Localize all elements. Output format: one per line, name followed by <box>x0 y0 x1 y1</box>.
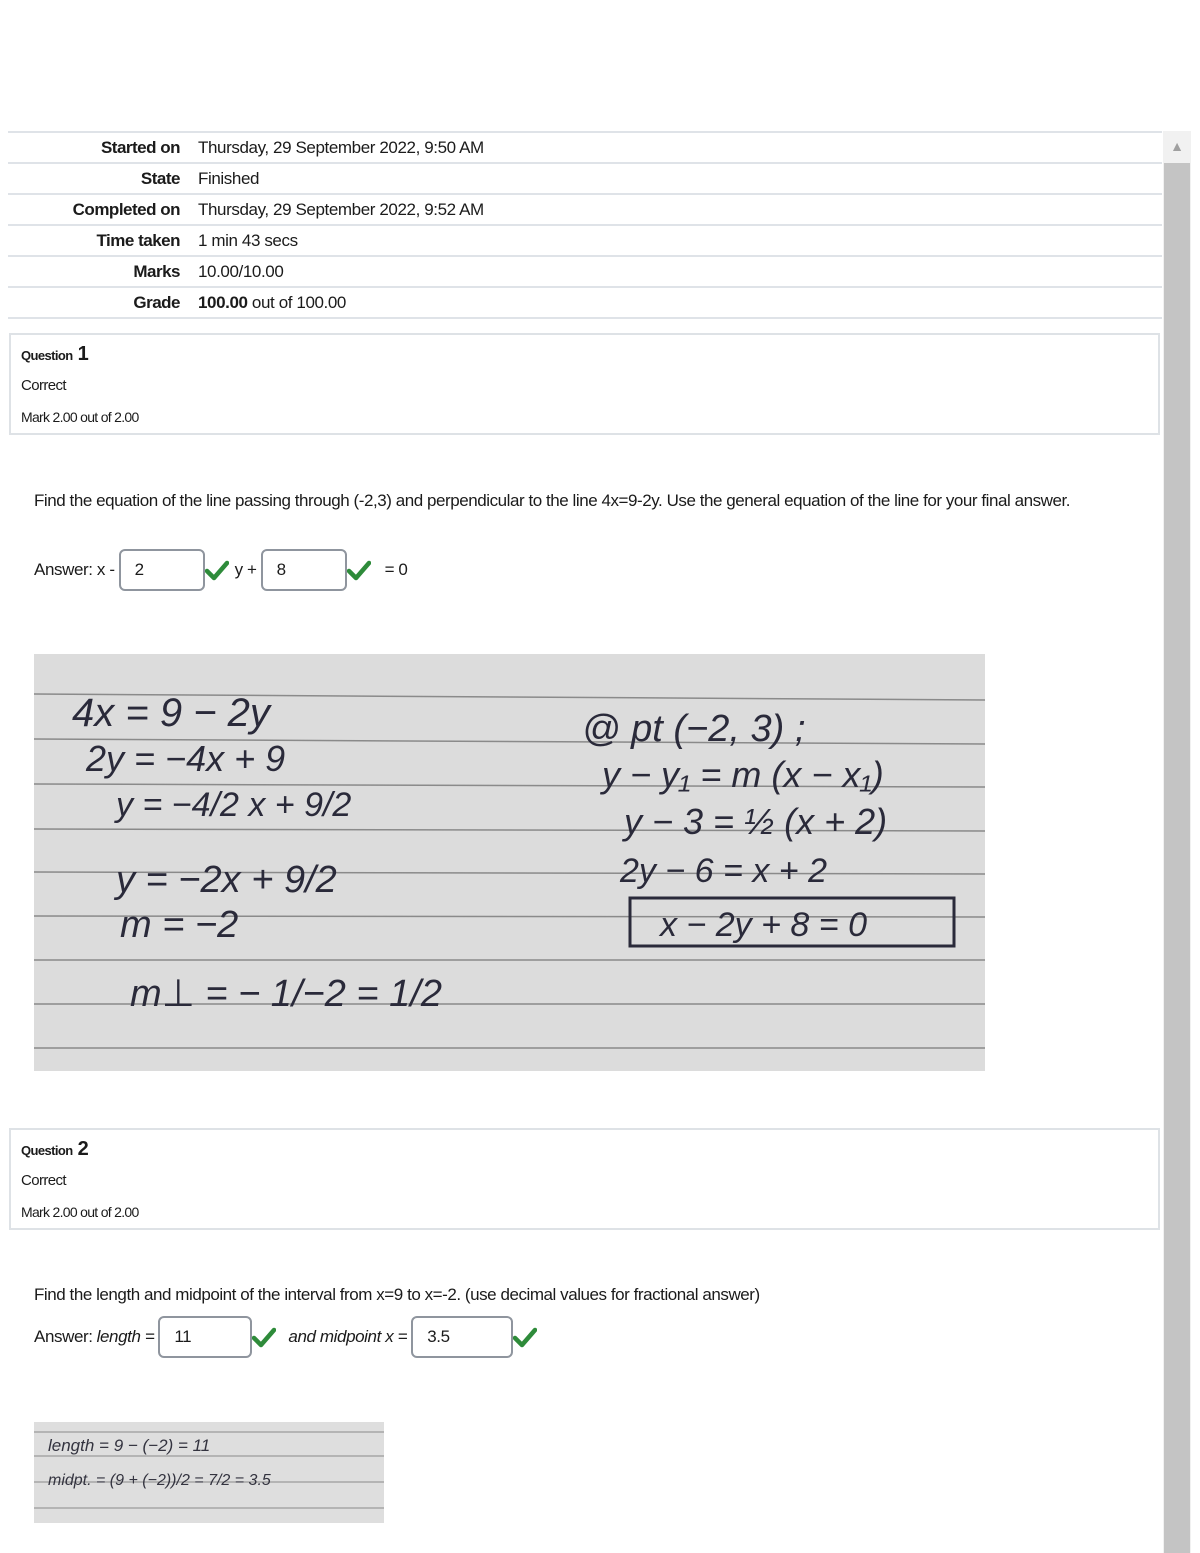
work-line: y = −2x + 9/2 <box>116 859 337 901</box>
check-icon <box>513 1325 537 1349</box>
summary-label: Time taken <box>96 230 180 250</box>
question-number-value: 1 <box>77 343 89 365</box>
attempt-summary-table <box>8 131 1162 319</box>
summary-row-grade <box>8 286 1162 319</box>
summary-value: Thursday, 29 September 2022, 9:50 AM <box>198 137 484 157</box>
answer-suffix: = 0 <box>384 560 408 579</box>
midpoint-label: and midpoint x = <box>288 1327 408 1346</box>
answer-row <box>34 547 407 593</box>
work-line: y = −4/2 x + 9/2 <box>116 786 352 824</box>
summary-value: 10.00/10.00 <box>198 261 284 281</box>
work-line: y − 3 = ½ (x + 2) <box>624 801 888 842</box>
question-info-box <box>9 1128 1160 1230</box>
handwritten-working-image <box>34 1422 384 1523</box>
work-line: midpt. = (9 + (−2))/2 = 7/2 = 3.5 <box>48 1472 271 1489</box>
question-number <box>21 343 88 366</box>
question-text: Find the equation of the line passing through (-2,3) and perpendicular to the line 4x=9-2y. Use the general equation of the line for your final answer. <box>34 491 1071 510</box>
check-icon <box>252 1325 276 1349</box>
work-line: length = 9 − (−2) = 11 <box>48 1436 211 1455</box>
summary-row-started <box>8 131 1162 162</box>
question-number-value: 2 <box>77 1138 89 1160</box>
summary-label: Started on <box>100 137 180 157</box>
grade-score: 100.00 <box>198 292 248 312</box>
answer-prefix: Answer: x - <box>34 560 115 579</box>
question-state: Correct <box>21 1172 66 1189</box>
summary-row-state <box>8 162 1162 193</box>
summary-row-completed <box>8 193 1162 224</box>
summary-value: Thursday, 29 September 2022, 9:52 AM <box>198 199 484 219</box>
answer-prefix: Answer: <box>34 1327 93 1346</box>
question-grade: Mark 2.00 out of 2.00 <box>21 1204 139 1220</box>
question-state: Correct <box>21 377 66 394</box>
check-icon <box>205 558 229 582</box>
answer-mid-text: y + <box>234 560 257 579</box>
notebook-paper <box>34 654 985 1071</box>
summary-row-time-taken <box>8 224 1162 255</box>
summary-label: Marks <box>133 261 180 281</box>
question-label: Question <box>21 1143 73 1158</box>
length-label: length = <box>96 1327 155 1346</box>
question-label: Question <box>21 348 73 363</box>
scroll-up-arrow-icon[interactable]: ▲ <box>1170 138 1184 154</box>
answer-input-length[interactable]: 11 <box>158 1316 252 1358</box>
work-line: x − 2y + 8 = 0 <box>660 906 867 944</box>
summary-label: Completed on <box>72 199 180 219</box>
summary-value: Finished <box>198 168 260 188</box>
work-line: 4x = 9 − 2y <box>72 691 270 735</box>
work-line: y − y₁ = m (x − x₁) <box>602 754 884 795</box>
page-scrollbar[interactable] <box>1163 131 1191 1553</box>
question-text: Find the length and midpoint of the interval from x=9 to x=-2. (use decimal values for fractional answer) <box>34 1285 760 1304</box>
scrollbar-thumb[interactable] <box>1164 163 1190 1553</box>
summary-label: State <box>140 168 180 188</box>
handwritten-working-image <box>34 654 985 1071</box>
answer-input-constant[interactable]: 8 <box>261 549 347 591</box>
summary-value: 1 min 43 secs <box>198 230 298 250</box>
answer-input-x[interactable]: 2 <box>119 549 205 591</box>
work-line: @ pt (−2, 3) ; <box>582 708 806 750</box>
work-line: 2y = −4x + 9 <box>86 738 286 779</box>
summary-label: Grade <box>133 292 180 312</box>
question-grade: Mark 2.00 out of 2.00 <box>21 409 139 425</box>
summary-value <box>198 293 346 313</box>
question-info-box <box>9 333 1160 435</box>
work-line: m = −2 <box>120 904 239 946</box>
check-icon <box>347 558 371 582</box>
notebook-paper <box>34 1422 384 1523</box>
grade-total: out of 100.00 <box>247 292 346 312</box>
summary-row-marks <box>8 255 1162 286</box>
question-number <box>21 1138 88 1161</box>
work-line: 2y − 6 = x + 2 <box>620 852 827 890</box>
answer-input-midpoint[interactable]: 3.5 <box>411 1316 513 1358</box>
work-line: m⊥ = − 1/−2 = 1/2 <box>130 973 442 1015</box>
answer-row <box>34 1314 543 1360</box>
